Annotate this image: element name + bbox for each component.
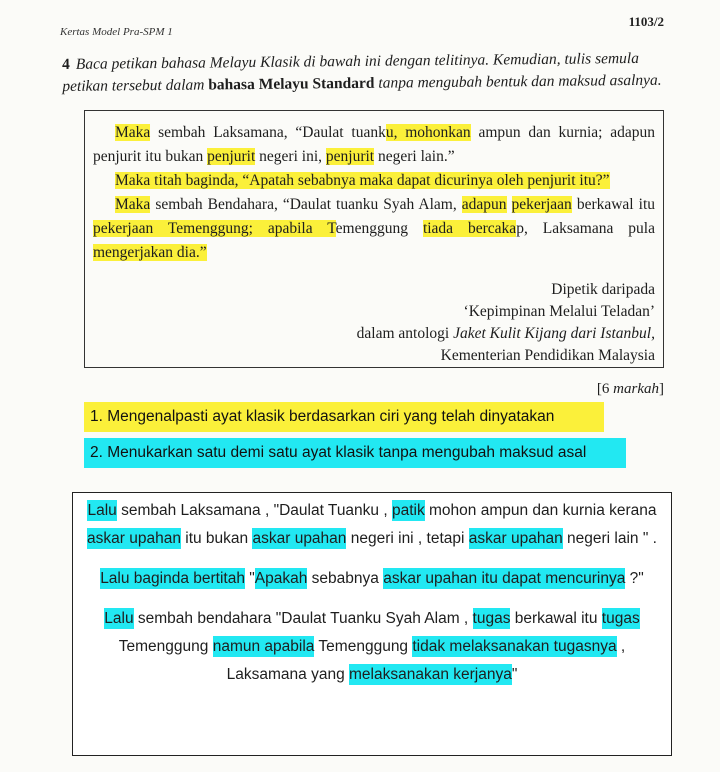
passage-text: emenggung <box>335 220 423 237</box>
passage-source <box>93 279 655 367</box>
highlight: askar upahan itu dapat mencurinya <box>383 570 626 587</box>
highlight: adapun <box>461 196 507 213</box>
answer-text: mohon ampun dan kurnia kerana <box>424 502 657 519</box>
highlight: mengerjakan dia.” <box>93 244 207 261</box>
passage-text <box>507 196 512 213</box>
answer-sentence-1 <box>81 497 663 553</box>
passage-paragraph-1 <box>93 121 655 169</box>
note-step-1: 1. Mengenalpasti ayat klasik berdasarkan ciri yang telah dinyatakan <box>84 402 604 432</box>
answer-text: berkawal itu <box>510 610 602 627</box>
question-number: 4 <box>62 55 70 73</box>
answer-text: ?" <box>625 570 644 587</box>
highlight: penjurit <box>207 148 256 165</box>
question-text-b: tanpa mengubah bentuk dan maksud asalnya. <box>374 71 662 92</box>
answer-text: sembah bendahara "Daulat Tuanku Syah Alam , <box>133 610 473 627</box>
answer-text: negeri lain " . <box>562 530 657 547</box>
highlight: namun apabila <box>212 638 315 655</box>
highlight: tugas <box>601 610 640 627</box>
highlight: tugas <box>472 610 511 627</box>
highlight: askar upahan <box>87 530 181 547</box>
highlight: askar upahan <box>468 530 563 547</box>
note-step-2: 2. Menukarkan satu demi satu ayat klasik tanpa mengubah maksud asal <box>84 438 626 468</box>
marks-open: [6 <box>596 381 614 397</box>
answer-text: " <box>244 570 255 587</box>
standard-answer-box <box>72 492 672 756</box>
highlight: askar upahan <box>252 530 347 547</box>
passage-text: sembah Bendahara, “Daulat tuanku Syah Alam, <box>150 196 462 213</box>
highlight: melaksanakan kerjanya <box>349 666 512 683</box>
passage-text: negeri lain.” <box>374 148 455 165</box>
question-bold: bahasa Melayu Standard <box>208 74 375 94</box>
answer-text: sebabnya <box>307 570 384 587</box>
answer-text: negeri ini , tetapi <box>346 530 469 547</box>
source-line-3-b: Jaket Kulit Kijang dari Istanbul, <box>453 325 655 342</box>
passage-text: p, Laksamana pula <box>516 220 655 237</box>
highlight: Maka <box>115 196 151 213</box>
answer-text: " <box>511 666 518 683</box>
marks-word: markah <box>613 381 659 397</box>
answer-text: sembah Laksamana , "Daulat Tuanku , <box>116 502 392 519</box>
passage-text: berkawal itu <box>571 196 655 213</box>
passage-text: sembah Laksamana, “Daulat tuank <box>150 124 386 141</box>
highlight: penjurit <box>325 148 375 165</box>
highlight: Lalu baginda bertitah <box>100 570 245 587</box>
highlight: pekerjaan Temenggung; apabila T <box>93 220 336 237</box>
answer-text: itu bukan <box>180 530 253 547</box>
highlight: Apakah <box>254 570 308 587</box>
highlight: Lalu <box>87 502 117 519</box>
classical-passage-box <box>84 110 664 368</box>
highlight: patik <box>391 502 425 519</box>
highlight: Maka <box>115 124 151 141</box>
highlight: tidak melaksanakan tugasnya <box>412 638 617 655</box>
paper-code: 1103/2 <box>628 14 664 29</box>
source-line-3 <box>93 323 655 345</box>
source-line-4: Kementerian Pendidikan Malaysia <box>440 347 655 364</box>
highlight: Maka titah baginda, “Apatah sebabnya maka dapat dicurinya oleh penjurit itu?” <box>115 172 610 189</box>
source-line-2: ‘Kepimpinan Melalui Teladan’ <box>463 303 655 320</box>
marks-label <box>597 381 664 398</box>
marks-close: ] <box>659 381 664 397</box>
highlight: pekerjaan <box>511 196 572 213</box>
passage-text: ampun dan kurnia; adapun penjurit itu bukan <box>93 124 655 165</box>
question-text-a: Baca petikan bahasa Melayu Klasik di bawah ini dengan telitinya. Kemudian, tulis semula petikan tersebut dalam <box>62 49 640 95</box>
header-title: Kertas Model Pra-SPM 1 <box>60 26 173 38</box>
highlight: Lalu <box>104 610 134 627</box>
passage-paragraph-3 <box>93 193 655 265</box>
source-line-3-a: dalam antologi <box>356 325 454 342</box>
highlight: u, mohonkan <box>385 124 471 141</box>
answer-sentence-3 <box>81 605 663 689</box>
answer-text: Temenggung <box>118 638 213 655</box>
passage-paragraph-2 <box>93 169 655 193</box>
answer-text: Temenggung <box>314 638 413 655</box>
passage-text: negeri ini, <box>255 148 326 165</box>
answer-text: , Laksamana yang <box>226 638 626 683</box>
source-line-1: Dipetik daripada <box>551 281 655 298</box>
answer-sentence-2 <box>81 565 663 593</box>
question-4 <box>62 48 672 98</box>
highlight: tiada bercaka <box>422 220 517 237</box>
